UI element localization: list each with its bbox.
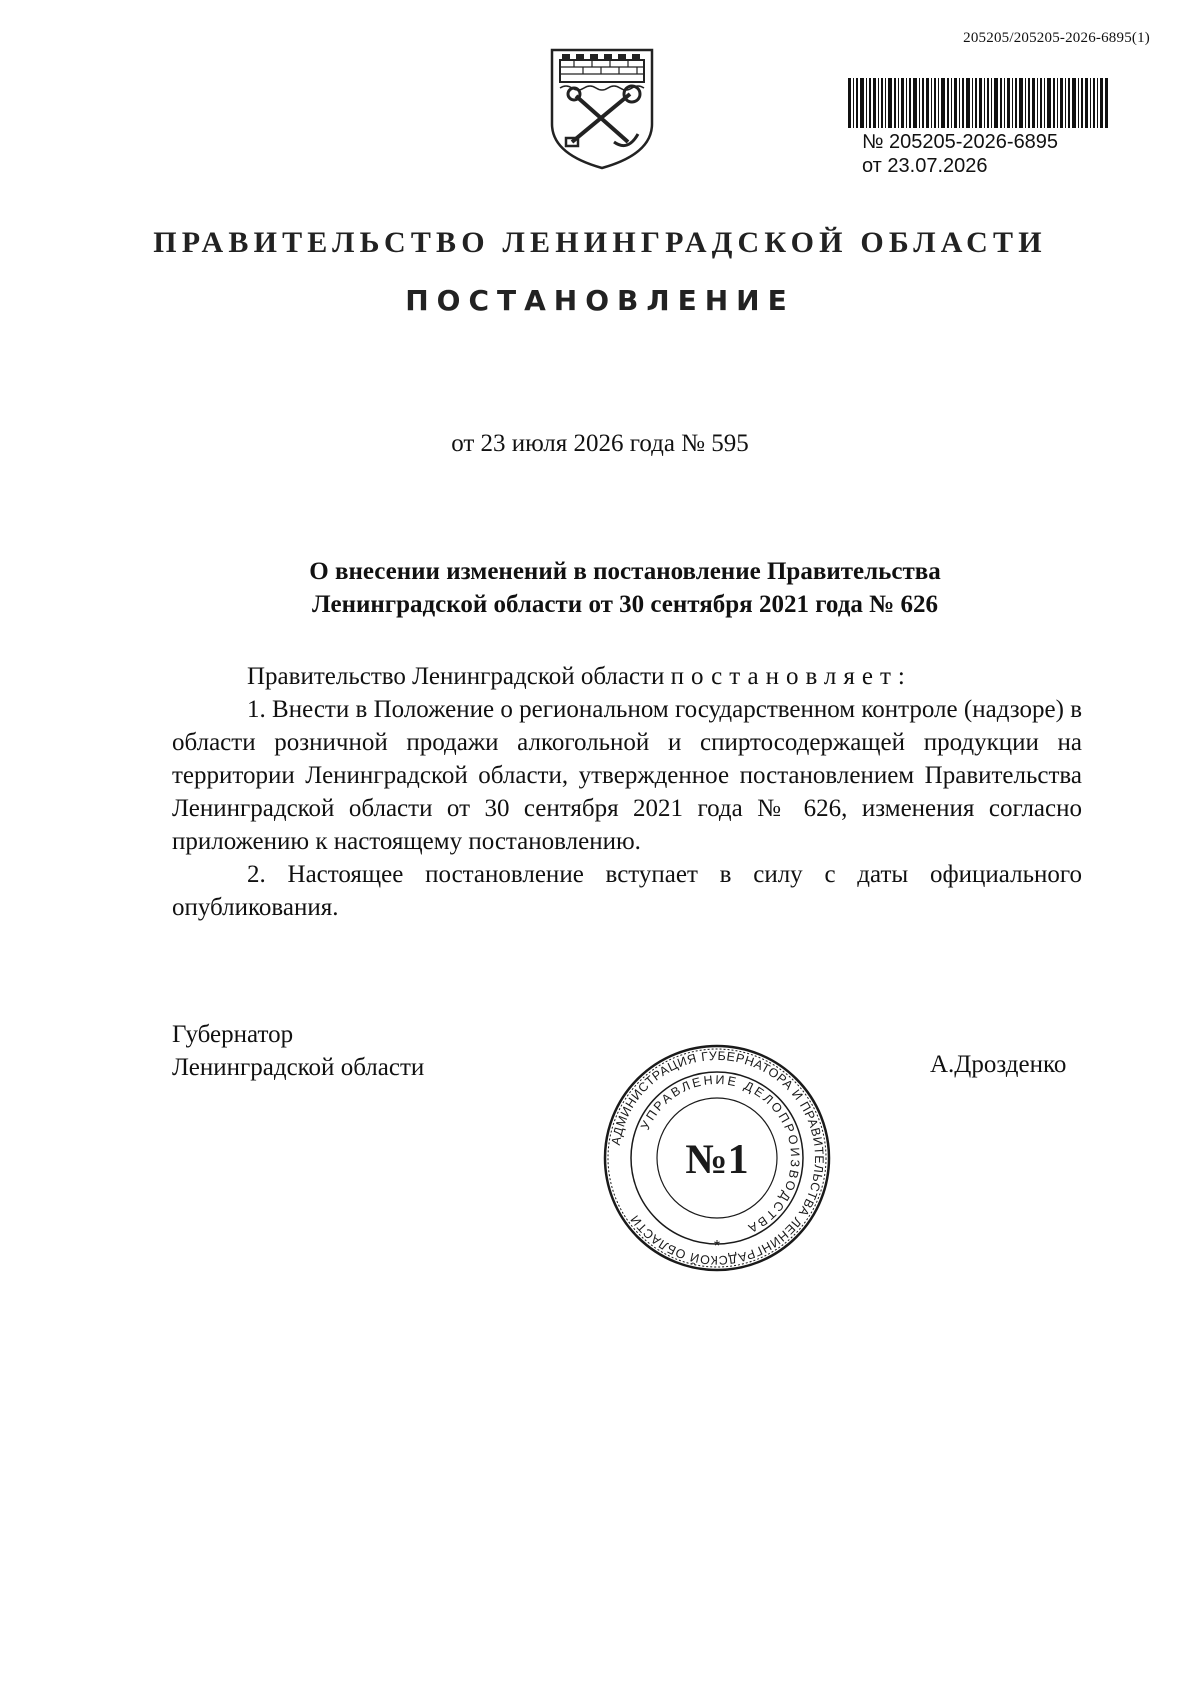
preamble <box>172 660 1082 693</box>
government-title: ПРАВИТЕЛЬСТВО ЛЕНИНГРАДСКОЙ ОБЛАСТИ <box>153 226 1047 259</box>
document-type: ПОСТАНОВЛЕНИЕ <box>405 284 795 317</box>
item-2: 2. Настоящее постановление вступает в силу с даты официального опубликования. <box>172 861 1082 921</box>
registration-number: № 205205-2026-6895 <box>862 131 1059 153</box>
signatory-position-line-2: Ленинградской области <box>172 1054 425 1081</box>
seal-center-text: №1 <box>685 1137 749 1183</box>
barcode-icon <box>848 78 1108 128</box>
item-1: 1. Внести в Положение о региональном государственном контроле (надзоре) в области розничной продажи алкогольной и спиртосодержащей продукции на территории Ленинградской области, утвержденное постановлением Правительства Ленинградской области от 30 сентября 2021 года № 626, изменения согласно приложению к настоящему постановлению. <box>172 696 1082 855</box>
subject-line-1: О внесении изменений в постановление Правительства <box>309 558 941 585</box>
seal-inner-text: УПРАВЛЕНИЕ ДЕЛОПРОИЗВОДСТВА <box>638 1072 803 1237</box>
coat-of-arms-icon <box>548 46 656 172</box>
subject-line-2: Ленинградской области от 30 сентября 2021 года № 626 <box>312 591 938 618</box>
seal-outer-text: АДМИНИСТРАЦИЯ ГУБЕРНАТОРА И ПРАВИТЕЛЬСТВА ЛЕНИНГРАДСКОЙ ОБЛАСТИ <box>608 1048 827 1268</box>
signatory-position <box>172 1018 424 1084</box>
preamble-verb: постановляет: <box>670 663 912 690</box>
signatory-name: А.Дрозденко <box>930 1051 1067 1078</box>
preamble-text: Правительство Ленинградской области <box>247 663 671 690</box>
document-body <box>172 660 1082 924</box>
signatory-position-line-1: Губернатор <box>172 1021 294 1048</box>
registration-date: от 23.07.2026 <box>862 155 988 177</box>
official-seal-icon <box>602 1043 832 1273</box>
seal-star: * <box>713 1238 721 1255</box>
document-reference-code: 205205/205205-2026-6895(1) <box>963 30 1150 46</box>
document-subject <box>170 555 1080 621</box>
document-date-number: от 23 июля 2026 года № 595 <box>451 430 749 457</box>
